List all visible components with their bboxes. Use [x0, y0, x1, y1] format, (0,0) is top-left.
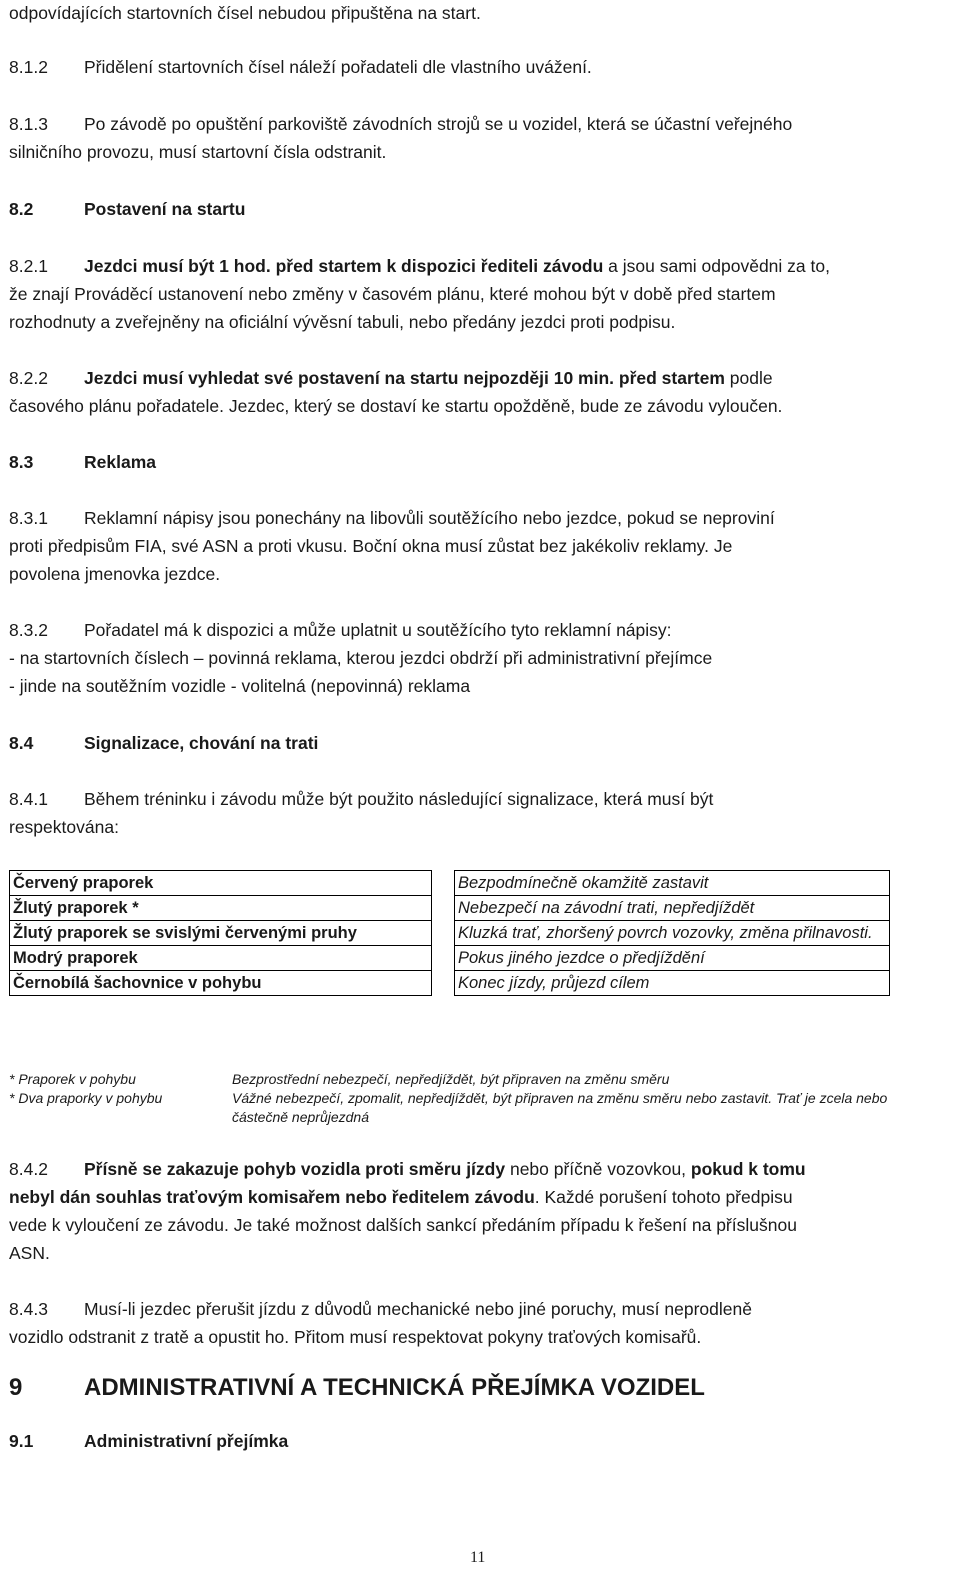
signal-meaning: Konec jízdy, průjezd cílem — [455, 971, 890, 996]
signal-flag: Černobílá šachovnice v pohybu — [10, 971, 432, 996]
signal-table — [9, 870, 890, 996]
paragraph-text: podle — [724, 368, 773, 388]
paragraph-continuation: odpovídajících startovních čísel nebudou připuštěna na start. — [9, 3, 481, 23]
bold-text: pokud k tomu — [690, 1159, 806, 1179]
footnote-label: * Dva praporky v pohybu — [9, 1090, 163, 1106]
signal-flag: Žlutý praporek se svislými červenými pruhy — [10, 921, 432, 946]
paragraph-text: Musí-li jezdec přerušit jízdu z důvodů mechanické nebo jiné poruchy, musí neprodleně — [84, 1299, 752, 1319]
chapter-title: ADMINISTRATIVNÍ A TECHNICKÁ PŘEJÍMKA VOZIDEL — [84, 1374, 705, 1401]
signal-row — [10, 871, 890, 896]
signal-flag: Červený praporek — [10, 871, 432, 896]
section-title: Signalizace, chování na trati — [84, 733, 319, 753]
section-number: 8.3.2 — [9, 620, 48, 640]
paragraph-line: silničního provozu, musí startovní čísla odstranit. — [9, 142, 387, 162]
section-number: 8.3 — [9, 452, 34, 472]
page-number: 11 — [470, 1549, 486, 1566]
section-title: Reklama — [84, 452, 156, 472]
section-number: 9.1 — [9, 1431, 34, 1451]
footnote-text: Bezprostřední nebezpečí, nepředjíždět, být připraven na změnu směru — [232, 1071, 670, 1087]
section-number: 8.4.1 — [9, 789, 48, 809]
paragraph-text: Během tréninku i závodu může být použito následující signalizace, která musí být — [84, 789, 714, 809]
bold-text: Jezdci musí být 1 hod. před startem k dispozici řediteli závodu — [84, 256, 604, 276]
paragraph-text: Přidělení startovních čísel náleží pořadateli dle vlastního uvážení. — [84, 57, 592, 77]
paragraph-line: respektována: — [9, 817, 119, 837]
signal-meaning: Kluzká trať, zhoršený povrch vozovky, změna přilnavosti. — [455, 921, 890, 946]
paragraph-line — [9, 1187, 793, 1207]
column-gap — [432, 971, 455, 996]
section-number: 8.1.3 — [9, 114, 48, 134]
column-gap — [432, 946, 455, 971]
footnote-text: Vážné nebezpečí, zpomalit, nepředjíždět, být připraven na změnu směru nebo zastavit. Trať je zcela nebo — [232, 1090, 888, 1106]
footnote-text: částečně neprůjezdná — [232, 1109, 369, 1125]
section-number: 8.2 — [9, 199, 34, 219]
signal-meaning: Pokus jiného jezdce o předjíždění — [455, 946, 890, 971]
bold-text: nebyl dán souhlas traťovým komisařem nebo ředitelem závodu — [9, 1187, 535, 1207]
section-title: Administrativní přejímka — [84, 1431, 289, 1451]
paragraph-text: a jsou sami odpovědni za to, — [603, 256, 830, 276]
bold-text: Jezdci musí vyhledat své postavení na startu nejpozději 10 min. před startem — [84, 368, 725, 388]
list-item: - jinde na soutěžním vozidle - volitelná (nepovinná) reklama — [9, 676, 471, 696]
section-number: 8.4.2 — [9, 1159, 48, 1179]
footnote-label: * Praporek v pohybu — [9, 1071, 136, 1087]
paragraph-line: časového plánu pořadatele. Jezdec, který se dostaví ke startu opožděně, bude ze závodu vyloučen. — [9, 396, 783, 416]
paragraph-line: proti předpisům FIA, své ASN a proti vkusu. Boční okna musí zůstat bez jakékoliv reklamy. Je — [9, 536, 733, 556]
paragraph-line: povolena jmenovka jezdce. — [9, 564, 221, 584]
section-number: 8.4 — [9, 733, 34, 753]
signal-meaning: Bezpodmínečně okamžitě zastavit — [455, 871, 890, 896]
paragraph-line: vede k vyloučení ze závodu. Je také možnost dalších sankcí předáním případu k řešení na příslušnou — [9, 1215, 797, 1235]
list-item: - na startovních číslech – povinná reklama, kterou jezdci obdrží při administrativní přejímce — [9, 648, 713, 668]
bold-text: Přísně se zakazuje pohyb vozidla proti směru jízdy — [84, 1159, 506, 1179]
section-number: 8.3.1 — [9, 508, 48, 528]
column-gap — [432, 921, 455, 946]
column-gap — [432, 896, 455, 921]
section-title: Postavení na startu — [84, 199, 246, 219]
paragraph-line: rozhodnuty a zveřejněny na oficiální vývěsní tabuli, nebo předány jezdci proti podpisu. — [9, 312, 676, 332]
signal-meaning: Nebezpečí na závodní trati, nepředjíždět — [455, 896, 890, 921]
column-gap — [432, 871, 455, 896]
paragraph-text: Pořadatel má k dispozici a může uplatnit u soutěžícího tyto reklamní nápisy: — [84, 620, 672, 640]
signal-row — [10, 896, 890, 921]
paragraph-line: vozidlo odstranit z tratě a opustit ho. Přitom musí respektovat pokyny traťových komisařů. — [9, 1327, 702, 1347]
paragraph-text: Po závodě po opuštění parkoviště závodních strojů se u vozidel, která se účastní veřejného — [84, 114, 793, 134]
paragraph-text: . Každé porušení tohoto předpisu — [534, 1187, 793, 1207]
signal-row — [10, 946, 890, 971]
paragraph-line: ASN. — [9, 1243, 50, 1263]
chapter-number: 9 — [9, 1374, 23, 1401]
section-number: 8.2.1 — [9, 256, 48, 276]
paragraph-text: nebo příčně vozovkou, — [505, 1159, 691, 1179]
section-number: 8.2.2 — [9, 368, 48, 388]
signal-flag: Žlutý praporek * — [10, 896, 432, 921]
paragraph-line: že znají Prováděcí ustanovení nebo změny v časovém plánu, které mohou být v době před startem — [9, 284, 776, 304]
signal-row — [10, 971, 890, 996]
signal-flag: Modrý praporek — [10, 946, 432, 971]
section-number: 8.4.3 — [9, 1299, 48, 1319]
paragraph-text: Reklamní nápisy jsou ponechány na libovůli soutěžícího nebo jezdce, pokud se neproviní — [84, 508, 775, 528]
signal-row — [10, 921, 890, 946]
section-number: 8.1.2 — [9, 57, 48, 77]
